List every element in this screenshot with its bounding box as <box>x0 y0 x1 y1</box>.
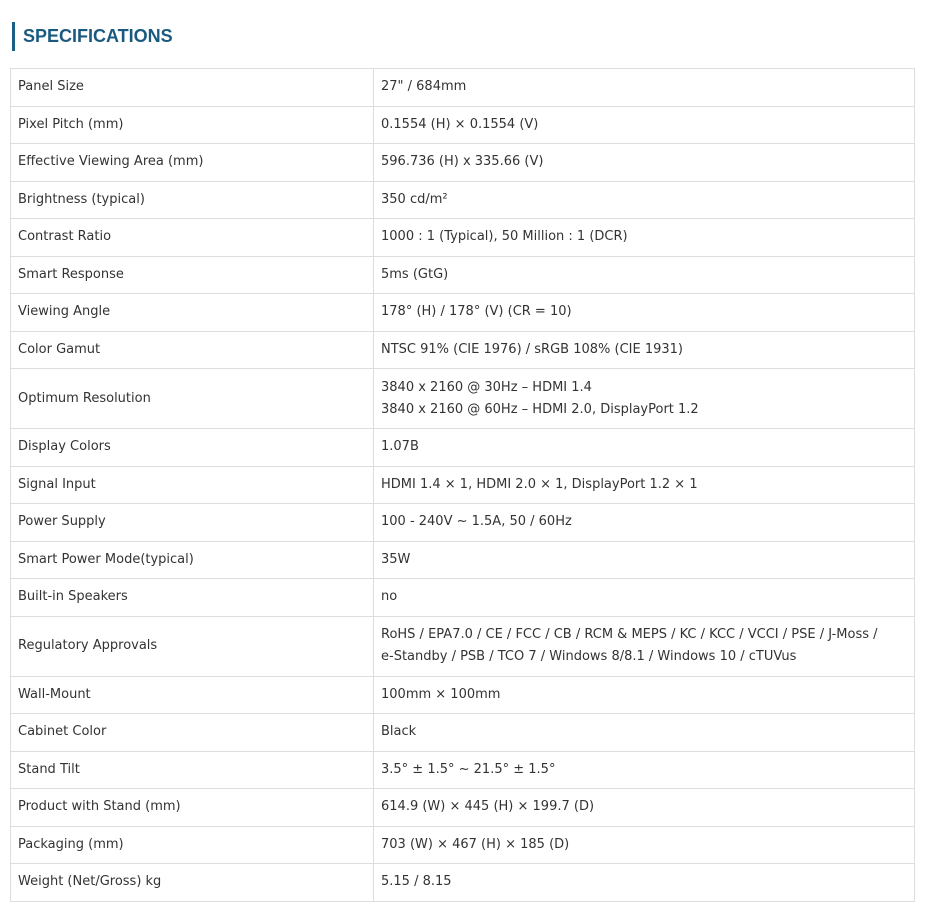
specifications-table-body <box>11 69 915 902</box>
table-row <box>11 751 915 789</box>
table-row <box>11 144 915 182</box>
table-row <box>11 579 915 617</box>
spec-value-line: 596.736 (H) x 335.66 (V) <box>381 154 544 170</box>
table-row <box>11 69 915 107</box>
spec-value-line: 3.5° ± 1.5° ~ 21.5° ± 1.5° <box>381 761 556 777</box>
spec-value-line: HDMI 1.4 × 1, HDMI 2.0 × 1, DisplayPort 1.2 × 1 <box>381 476 698 492</box>
spec-value-line: 100 - 240V ~ 1.5A, 50 / 60Hz <box>381 514 572 530</box>
spec-label: Packaging (mm) <box>11 826 374 864</box>
spec-value-line: RoHS / EPA7.0 / CE / FCC / CB / RCM & MEPS / KC / KCC / VCCI / PSE / J-Moss / <box>381 627 878 642</box>
table-row <box>11 181 915 219</box>
spec-value-line: 1000 : 1 (Typical), 50 Million : 1 (DCR) <box>381 229 628 245</box>
spec-label: Viewing Angle <box>11 294 374 332</box>
spec-label: Optimum Resolution <box>11 369 374 429</box>
table-row <box>11 294 915 332</box>
spec-label: Panel Size <box>11 69 374 107</box>
spec-label: Product with Stand (mm) <box>11 789 374 827</box>
spec-value-line: 614.9 (W) × 445 (H) × 199.7 (D) <box>381 799 595 815</box>
spec-value-line: 35W <box>381 551 411 567</box>
spec-label: Signal Input <box>11 466 374 504</box>
spec-value <box>374 789 915 827</box>
spec-label: Contrast Ratio <box>11 219 374 257</box>
spec-value-line: 1.07B <box>381 439 419 455</box>
spec-value <box>374 331 915 369</box>
spec-value-line: Black <box>381 724 417 740</box>
spec-value <box>374 256 915 294</box>
table-row <box>11 106 915 144</box>
table-row <box>11 714 915 752</box>
spec-label: Power Supply <box>11 504 374 542</box>
table-row <box>11 541 915 579</box>
spec-value <box>374 864 915 902</box>
spec-value <box>374 676 915 714</box>
spec-value-line: 5.15 / 8.15 <box>381 874 452 890</box>
table-row <box>11 219 915 257</box>
spec-value <box>374 429 915 467</box>
spec-label: Color Gamut <box>11 331 374 369</box>
spec-value <box>374 616 915 676</box>
table-row <box>11 864 915 902</box>
spec-value <box>374 751 915 789</box>
spec-value <box>374 69 915 107</box>
spec-value-line: 27" / 684mm <box>381 79 467 95</box>
spec-value <box>374 294 915 332</box>
spec-label: Built-in Speakers <box>11 579 374 617</box>
spec-value <box>374 714 915 752</box>
spec-value-line: 178° (H) / 178° (V) (CR = 10) <box>381 304 572 320</box>
spec-value <box>374 369 915 429</box>
spec-value-line: e-Standby / PSB / TCO 7 / Windows 8/8.1 / Windows 10 / cTUVus <box>381 649 797 664</box>
spec-label: Pixel Pitch (mm) <box>11 106 374 144</box>
table-row <box>11 504 915 542</box>
spec-value-line: 0.1554 (H) × 0.1554 (V) <box>381 116 539 132</box>
spec-value-line: NTSC 91% (CIE 1976) / sRGB 108% (CIE 1931) <box>381 341 683 357</box>
spec-label: Wall-Mount <box>11 676 374 714</box>
spec-value-line: 3840 x 2160 @ 30Hz – HDMI 1.4 <box>381 379 592 395</box>
spec-value <box>374 579 915 617</box>
spec-value-line: 100mm × 100mm <box>381 686 501 702</box>
spec-value <box>374 144 915 182</box>
spec-value <box>374 541 915 579</box>
spec-value-line: 3840 x 2160 @ 60Hz – HDMI 2.0, DisplayPort 1.2 <box>381 401 699 417</box>
table-row <box>11 676 915 714</box>
spec-label: Brightness (typical) <box>11 181 374 219</box>
section-header <box>12 21 173 51</box>
table-row <box>11 826 915 864</box>
spec-label: Regulatory Approvals <box>11 616 374 676</box>
spec-value-line: no <box>381 589 398 605</box>
spec-value-line: 703 (W) × 467 (H) × 185 (D) <box>381 836 570 852</box>
spec-value <box>374 826 915 864</box>
spec-value <box>374 219 915 257</box>
table-row <box>11 789 915 827</box>
spec-value <box>374 181 915 219</box>
spec-label: Display Colors <box>11 429 374 467</box>
section-title: SPECIFICATIONS <box>23 25 173 46</box>
spec-label: Effective Viewing Area (mm) <box>11 144 374 182</box>
spec-value <box>374 106 915 144</box>
table-row <box>11 429 915 467</box>
spec-value-line: 350 cd/m² <box>381 191 448 207</box>
spec-value <box>374 466 915 504</box>
table-row <box>11 616 915 676</box>
table-row <box>11 369 915 429</box>
spec-value-line: 5ms (GtG) <box>381 266 449 282</box>
spec-label: Stand Tilt <box>11 751 374 789</box>
spec-label: Smart Power Mode(typical) <box>11 541 374 579</box>
table-row <box>11 331 915 369</box>
header-accent-bar <box>12 22 15 51</box>
spec-label: Weight (Net/Gross) kg <box>11 864 374 902</box>
spec-value <box>374 504 915 542</box>
table-row <box>11 466 915 504</box>
spec-label: Smart Response <box>11 256 374 294</box>
table-row <box>11 256 915 294</box>
specifications-table <box>10 68 915 902</box>
spec-label: Cabinet Color <box>11 714 374 752</box>
